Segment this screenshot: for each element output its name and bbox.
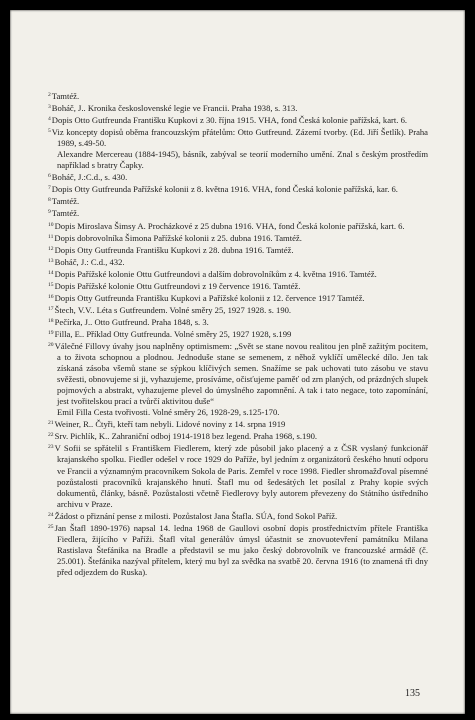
footnote [48,183,428,195]
footnote [48,171,428,183]
footnote-text: Tamtéž. [51,196,80,207]
footnote [48,430,428,442]
footnote [48,114,428,126]
footnote-number: 16 [48,293,54,300]
footnote [48,442,428,509]
footnote [48,102,428,114]
footnote-number: 22 [48,432,54,439]
footnote-number: 2 [48,92,51,98]
footnote-text: Jan Štafl 1890-1976) napsal 14. ledna 1968 de Gaullovi osobní dopis prostřednictvím přítele Františka Fiedlera, žijícího v Paříži. Štafl vítal generálův úmysl účastnit se znovuotevření památníku Milana Rastislava Štefánika na Bradle a představil se mu jako český dobrovolník ve francouzské armádě (č. 25.001). Štefánika nazýval přítelem, který mu byl za svědka na svatbě 20. června 1916 (to znamená tři dny před odjezdem do Ruska). [54,522,428,577]
page-number: 135 [405,688,420,699]
footnote [48,407,428,418]
footnote [48,126,428,149]
footnote [48,268,428,280]
footnote [48,316,428,328]
footnote [48,207,428,219]
footnote-text: Štech, V.V.. Léta s Gutfreundem. Volné směry 25, 1927 1928. s. 190. [54,304,292,315]
footnote-number: 18 [48,317,54,324]
footnote-number: 20 [48,341,54,348]
footnote-number: 6 [48,173,51,180]
footnote-text: Filla, E.. Příklad Otty Gutfreunda. Volné směry 25, 1927 1928, s.199 [54,328,292,339]
footnote-text: Srv. Pichlík, K.. Zahraniční odboj 1914-1918 bez legend. Praha 1968, s.190. [54,431,318,442]
footnote [48,280,428,292]
footnote-text: Boháč, J.:C.d., s. 430. [51,172,128,183]
footnote-text: V Sofii se spřátelil s Františkem Fiedlerem, který zde působil jako placený a z ČSR vyslaný funkcionář krajanského spolku. Fiedler odešel v roce 1929 do Paříže, byl jedním z organizátorů českého hnutí odporu ve Francii a významným pracovníkem Sokola de Paris. Zemřel v roce 1998. Fiedler shromažďoval písemné pozůstalosti pracovníků krajanského hnutí. Štafl mu od šedesátých let posílal z Prahy kopie svých dokumentů, články, básně. Pozůstalosti včetně Fiedlerovy byly autorem převezeny do Státního ústředního archivu v Praze. [54,443,428,509]
footnote-text: Weiner, R.. Čtyři, kteří tam nebyli. Lidové noviny z 14. srpna 1919 [54,419,286,430]
footnote-text: Dopis Miroslava Šimsy A. Procházkové z 25 dubna 1916. VHA, fond Česká kolonie pařížská, kart. 6. [54,220,405,231]
footnote-number: 21 [48,420,54,427]
footnote-text: Tamtéž. [51,91,80,101]
footnote [48,195,428,207]
footnote-number: 11 [48,233,54,240]
footnote [48,522,428,578]
footnote-text: Dopis Pařížské kolonie Ottu Gutfreundovi z 19 července 1916. Tamtéž. [54,280,301,291]
footnote [48,510,428,522]
footnote-number: 14 [48,269,54,276]
footnote-number: 13 [48,257,54,264]
footnote-text: Dopis Otto Gutfreunda Františku Kupkovi z 30. října 1915. VHA, fond Česká kolonie pařížská, kart. 6. [51,115,408,126]
footnote [48,328,428,340]
footnote [48,220,428,232]
footnote-number: 4 [48,116,51,123]
footnote-number: 19 [48,329,54,336]
footnote [48,418,428,430]
footnote-number: 24 [48,511,54,518]
footnote-number: 15 [48,281,54,288]
footnote-number: 25 [48,523,54,530]
footnote-number: 17 [48,305,54,312]
footnote [48,256,428,268]
footnote-text: Dopis Otty Gutfreunda Pařížské kolonii z 8. května 1916. VHA, fond Česká kolonie pařížská, kar. 6. [51,184,398,195]
footnote-text: Pečírka, J.. Otto Gutfreund. Praha 1848, s. 3. [54,316,209,327]
footnote-text: Dopis Otty Gutfreunda Františku Kupkovi z 28. dubna 1916. Tamtéž. [54,244,294,255]
footnote-text: Tamtéž. [51,208,80,219]
footnote-number: 9 [48,209,51,216]
book-page [10,10,465,714]
footnote-text: Válečné Fillovy úvahy jsou naplněny optimismem: „Svět se stane novou realitou jen plně zažitým pocitem, a to života schopnou a plodnou. Jednoduše stane se semenem, z něhož vyklíčí umělecké dílo. Jen tak získaná zásoba všemů stane se sýpkou klíčivých semen. Snažíme se pak uchovati tuto zásobu ve stavu svěžesti, obnovujeme si ji, vyhazujeme, prosíváme, očisťujeme paměť od zrn planých, od prázdných slupek pojmových a abstrakt, vyhazujeme plevel do úmyslného zapomnění. A tak i tato negace, toto zapomínání, jest tvořitelskou prací a tvůrčí aktivitou duše“ [54,340,428,407]
footnote-text: Emil Filla Cesta tvořivosti. Volné směry 26, 1928-29, s.125-170. [57,407,280,418]
footnote [48,244,428,256]
footnote [48,292,428,304]
footnote-text: Boháč, J.: C.d., 432. [54,256,125,267]
footnote-text: Žádost o přiznání pense z milosti. Pozůstalost Jana Štafla. SÚA, fond Sokol Paříž. [54,510,338,521]
footnote-text: Viz koncepty dopisů oběma francouzským přátelům: Otto Gutfreund. Zázemí tvorby. (Ed. Jiří Šetlík). Praha 1989, s.49-50. [51,127,428,149]
footnote [48,304,428,316]
footnote [48,340,428,407]
footnote [48,149,428,171]
footnote-text: Dopis dobrovolníka Šimona Pařížské kolonii z 25. dubna 1916. Tamtéž. [54,232,302,243]
footnote-text: Boháč, J.. Kronika československé legie ve Francii. Praha 1938, s. 313. [51,103,298,114]
footnote-number: 5 [48,128,51,135]
footnote-text: Alexandre Mercereau (1884-1945), básník, zabýval se teorií moderního umění. Znal s českým prostředím například s bratry Čapky. [57,149,428,171]
footnote-number: 23 [48,444,54,451]
footnote [48,90,428,102]
footnotes-list [48,90,428,578]
footnote-text: Dopis Pařížské kolonie Ottu Gutfreundovi a dalším dobrovolníkům z 4. května 1916. Tamtéž. [54,268,377,279]
footnote-number: 8 [48,197,51,204]
footnote-number: 3 [48,104,51,111]
footnote-text: Dopis Otty Gutfreunda Františku Kupkovi a Pařížské kolonii z 12. července 1917 Tamtéž. [54,292,365,303]
footnote [48,232,428,244]
footnote-number: 7 [48,185,51,192]
footnote-number: 10 [48,221,54,228]
footnote-number: 12 [48,245,54,252]
